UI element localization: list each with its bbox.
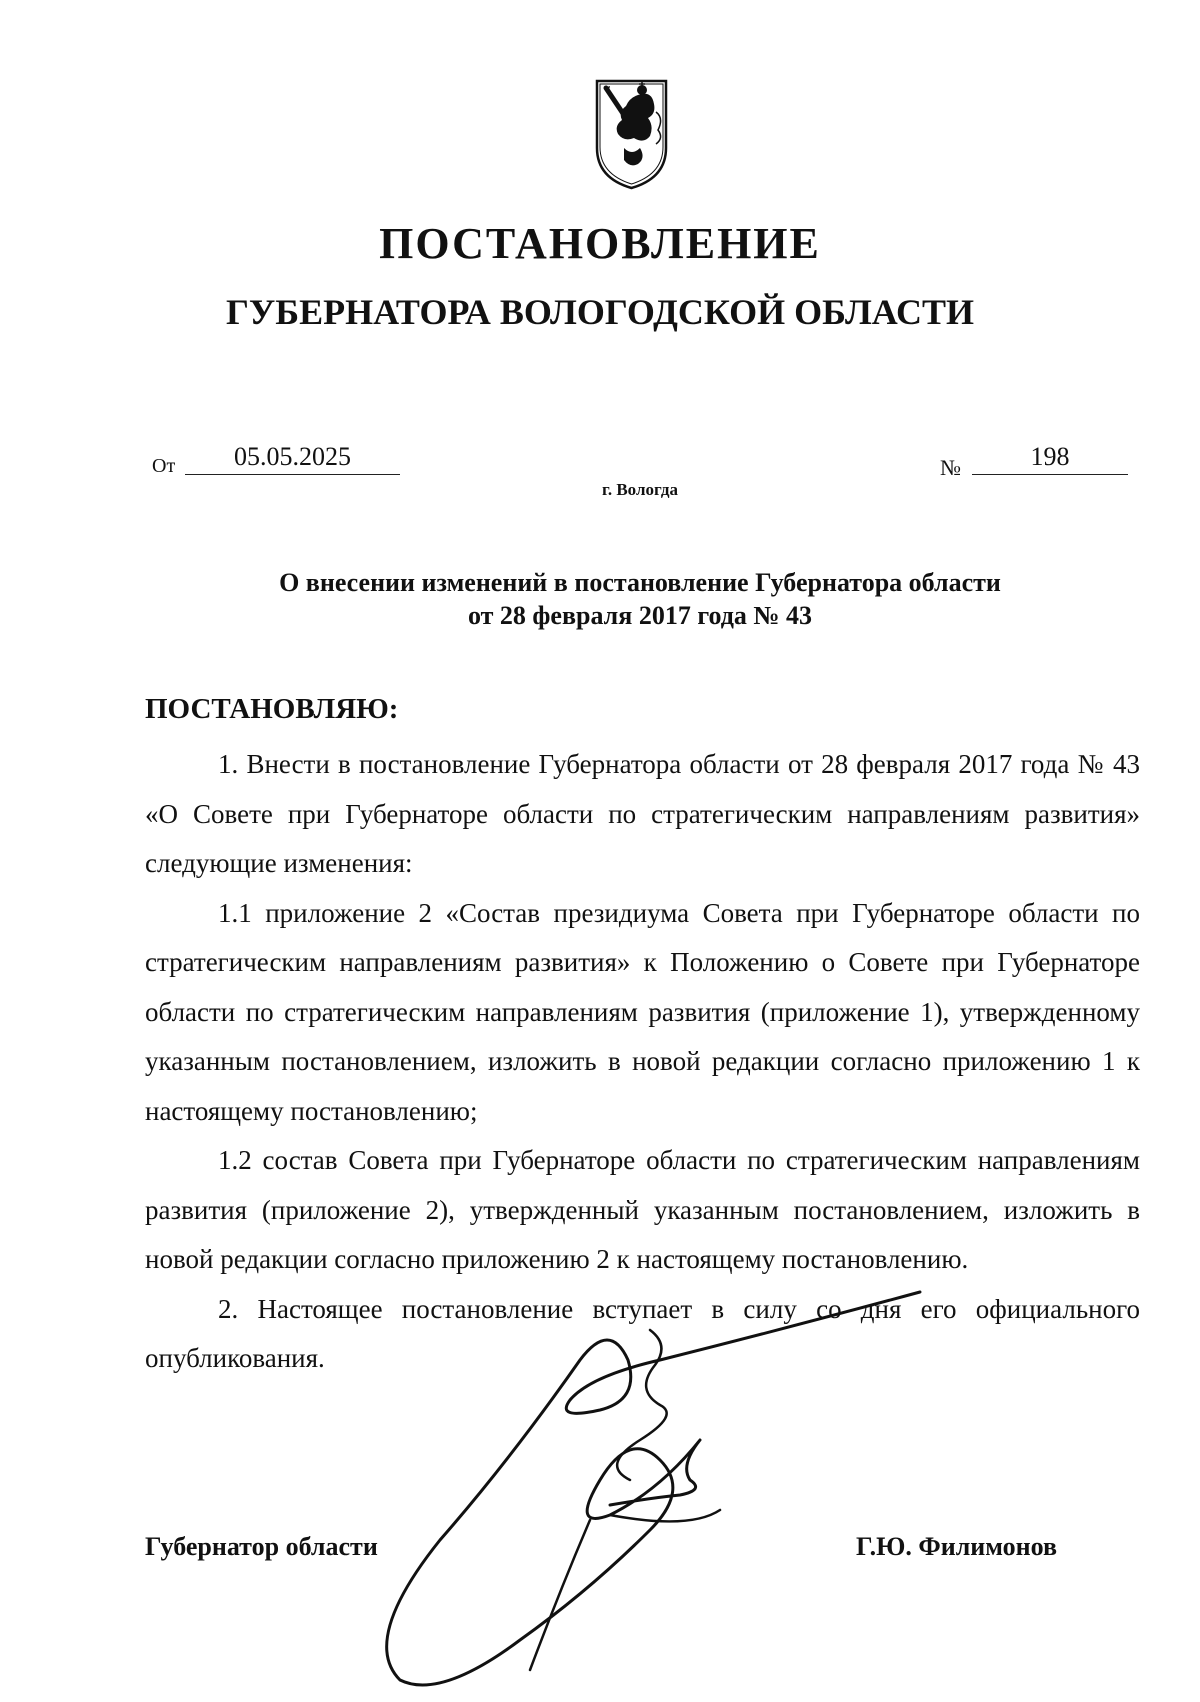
document-date: 05.05.2025 xyxy=(185,440,400,475)
signatory-name: Г.Ю. Филимонов xyxy=(856,1532,1058,1561)
document-title: ПОСТАНОВЛЕНИЕ xyxy=(379,219,821,268)
decree-heading: ПОСТАНОВЛЯЮ: xyxy=(145,693,399,725)
handwritten-signature xyxy=(360,1290,930,1690)
document-subject xyxy=(140,566,1140,632)
signatory-position: Губернатор области xyxy=(145,1532,378,1561)
date-prefix: От xyxy=(152,455,176,477)
city-label: г. Вологда xyxy=(602,480,678,499)
paragraph-1: 1. Внести в постановление Губернатора области от 28 февраля 2017 года № 43 «О Совете при Губернаторе области по стратегическим направлениям развития» следующие изменения: xyxy=(145,749,1140,878)
document-subtitle: ГУБЕРНАТОРА ВОЛОГОДСКОЙ ОБЛАСТИ xyxy=(225,292,975,332)
subject-line-2: от 28 февраля 2017 года № 43 xyxy=(467,601,813,630)
paragraph-1-1: 1.1 приложение 2 «Состав президиума Совета при Губернаторе области по стратегическим направлениям развития» к Положению о Совете при Губернаторе области по стратегическим направлениям развития (приложение 1), утвержденному указанным постановлением, изложить в новой редакции согласно приложению 1 к настоящему постановлению; xyxy=(145,897,1140,1126)
document-body xyxy=(145,740,1140,1384)
number-prefix: № xyxy=(940,455,961,480)
coat-of-arms-emblem xyxy=(594,78,669,191)
paragraph-2: 2. Настоящее постановление вступает в силу со дня его официального опубликования. xyxy=(145,1293,1140,1373)
paragraph-1-2: 1.2 состав Совета при Губернаторе области по стратегическим направлениям развития (приложение 2), утвержденный указанным постановлением, изложить в новой редакции согласно приложению 2 к настоящему постановлению. xyxy=(145,1145,1140,1274)
document-number: 198 xyxy=(972,440,1128,475)
subject-line-1: О внесении изменений в постановление Губернатора области xyxy=(279,568,1001,597)
